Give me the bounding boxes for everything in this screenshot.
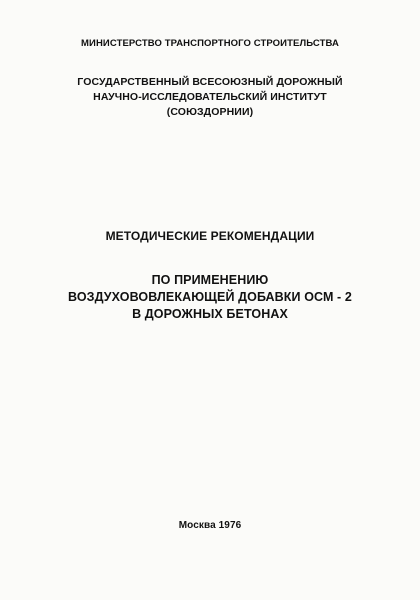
document-title-line-1: ПО ПРИМЕНЕНИЮ <box>151 273 269 287</box>
document-title-line-2: ВОЗДУХОВОВЛЕКАЮЩЕЙ ДОБАВКИ ОСМ - 2 <box>68 290 352 304</box>
institute-name-line-1: ГОСУДАРСТВЕННЫЙ ВСЕСОЮЗНЫЙ ДОРОЖНЫЙ <box>77 76 343 88</box>
place-and-year: Москва 1976 <box>178 520 242 531</box>
document-type: МЕТОДИЧЕСКИЕ РЕКОМЕНДАЦИИ <box>105 229 315 243</box>
institute-name-line-2: НАУЧНО-ИССЛЕДОВАТЕЛЬСКИЙ ИНСТИТУТ <box>93 91 327 103</box>
institute-abbreviation: (СОЮЗДОРНИИ) <box>166 106 254 118</box>
ministry-name: МИНИСТЕРСТВО ТРАНСПОРТНОГО СТРОИТЕЛЬСТВА <box>81 38 339 49</box>
document-title-line-3: В ДОРОЖНЫХ БЕТОНАХ <box>132 307 288 321</box>
